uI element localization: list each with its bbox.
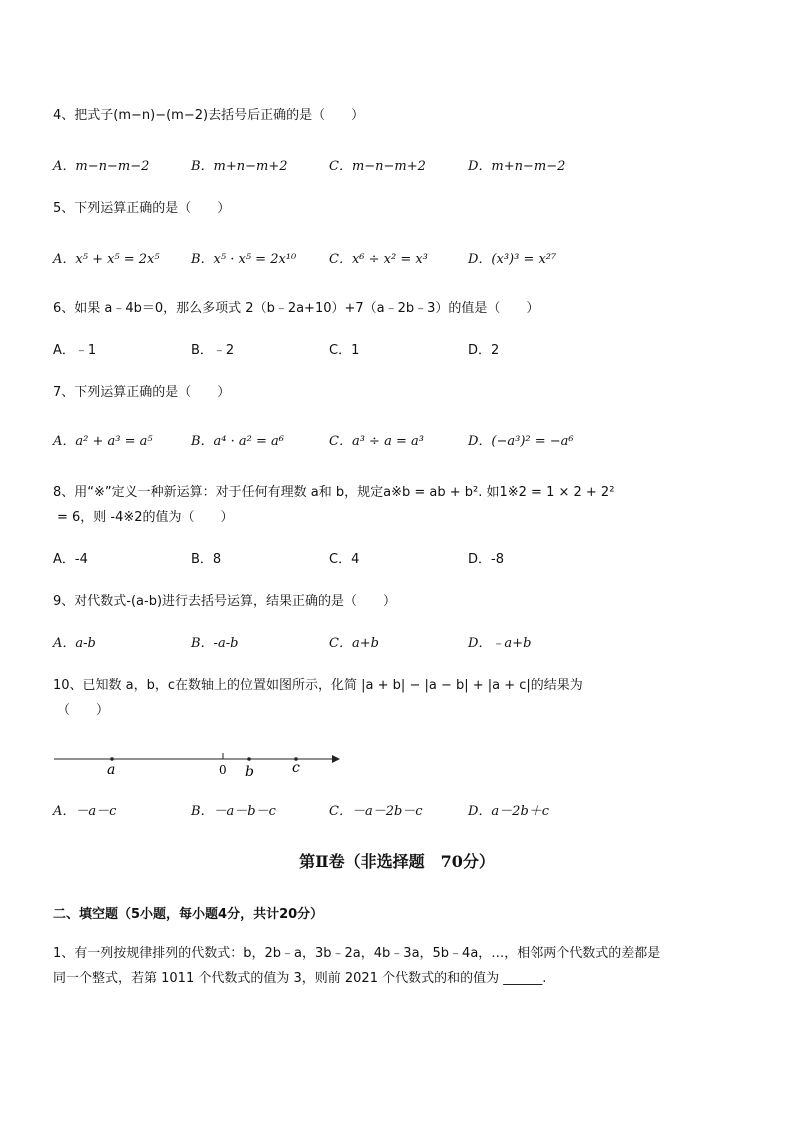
q10-option-c: C．－a－2b－c (329, 804, 423, 819)
fill-question-1-line2: 同一个整式，若第 1011 个代数式的值为 3，则前 2021 个代数式的和的值为 ______. (53, 971, 547, 986)
point-a-dot (110, 757, 114, 761)
q8-option-a: A．-4 (53, 552, 88, 567)
q7-option-c: C．a³ ÷ a = a³ (329, 434, 424, 449)
fill-question-1-line1: 1、有一列按规律排列的代数式：b，2b﹣a，3b﹣2a，4b﹣3a，5b﹣4a，…，相邻两个代数式的差都是 (53, 946, 661, 961)
q6-option-b: B．﹣2 (191, 343, 235, 358)
q6-option-d: D．2 (468, 343, 500, 358)
q7-option-a: A．a² + a³ = a⁵ (53, 434, 153, 449)
label-b: b (245, 764, 254, 780)
q5-option-d: D．(x³)³ = x²⁷ (468, 252, 557, 267)
question-5-stem: 5、下列运算正确的是（ ） (53, 201, 231, 216)
q9-option-d: D．﹣a+b (468, 636, 532, 651)
q5-option-b: B．x⁵ · x⁵ = 2x¹⁰ (191, 252, 297, 267)
question-8-stem-line2: = 6，则 -4※2的值为（ ） (57, 510, 234, 525)
section-title: 第Ⅱ卷（非选择题 70分） (299, 852, 495, 871)
q9-option-b: B．-a-b (191, 636, 239, 651)
question-10-stem: 10、已知数 a，b，c在数轴上的位置如图所示，化简 |a + b| − |a − b| + |a + c|的结果为 (53, 678, 583, 693)
q4-option-a: A．m−n−m−2 (53, 159, 150, 174)
number-line (50, 745, 350, 781)
label-a: a (107, 762, 116, 778)
q10-option-b: B．－a－b－c (191, 804, 276, 819)
q8-option-c: C．4 (329, 552, 360, 567)
question-8-stem: 8、用“※”定义一种新运算：对于任何有理数 a和 b，规定a※b = ab + b². 如1※2 = 1 × 2 + 2² (53, 485, 615, 500)
point-b-dot (247, 757, 251, 761)
question-9-stem: 9、对代数式-(a-b)进行去括号运算，结果正确的是（ ） (53, 594, 397, 609)
q7-option-d: D．(−a³)² = −a⁶ (468, 434, 574, 449)
q10-option-a: A．－a－c (53, 804, 117, 819)
q10-option-d: D．a－2b＋c (468, 804, 550, 819)
question-7-stem: 7、下列运算正确的是（ ） (53, 385, 231, 400)
part-heading: 二、填空题（5小题，每小题4分，共计20分） (53, 907, 324, 922)
q6-option-c: C．1 (329, 343, 360, 358)
q6-option-a: A．﹣1 (53, 343, 97, 358)
q5-option-c: C．x⁶ ÷ x² = x³ (329, 252, 428, 267)
q8-option-b: B．8 (191, 552, 222, 567)
q9-option-a: A．a-b (53, 636, 96, 651)
q5-option-a: A．x⁵ + x⁵ = 2x⁵ (53, 252, 160, 267)
q4-option-b: B．m+n−m+2 (191, 159, 288, 174)
question-6-stem: 6、如果 a﹣4b＝0，那么多项式 2（b﹣2a+10）+7（a﹣2b﹣3）的值是（ ） (53, 301, 540, 316)
label-c: c (292, 760, 300, 776)
q4-option-c: C．m−n−m+2 (329, 159, 426, 174)
q9-option-c: C．a+b (329, 636, 379, 651)
q7-option-b: B．a⁴ · a² = a⁶ (191, 434, 284, 449)
label-zero: 0 (219, 763, 227, 777)
q4-option-d: D．m+n−m−2 (468, 159, 566, 174)
number-line-arrow (332, 755, 340, 763)
q8-option-d: D．-8 (468, 552, 504, 567)
question-4-stem: 4、把式子(m−n)−(m−2)去括号后正确的是（ ） (53, 108, 365, 123)
question-10-stem-line2: （ ） (57, 703, 110, 718)
